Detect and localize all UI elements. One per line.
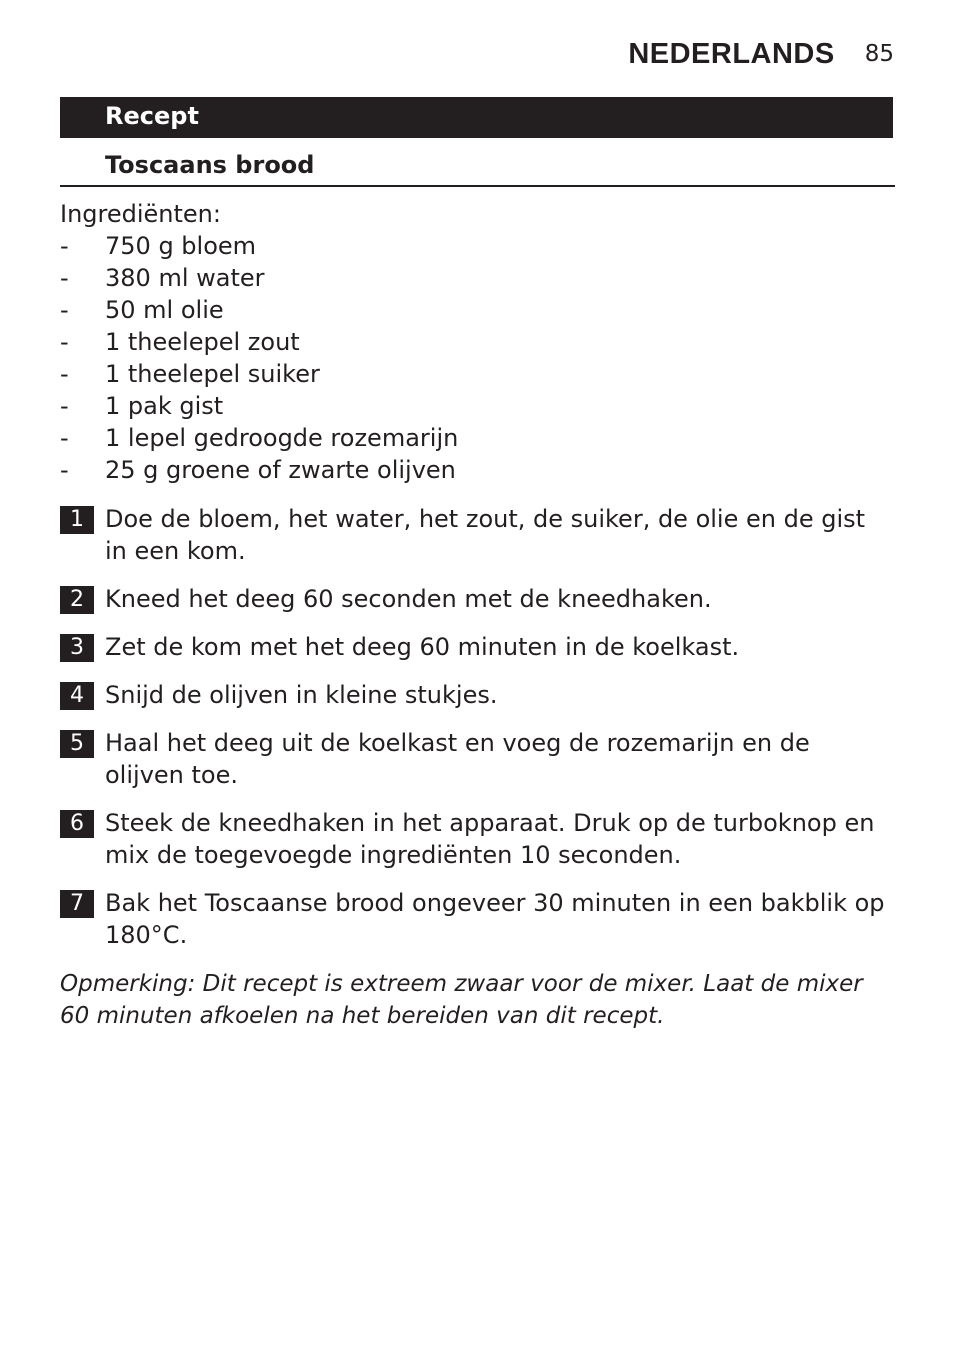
- list-dash: -: [60, 264, 69, 292]
- step-text: Zet de kom met het deeg 60 minuten in de koelkast.: [105, 633, 740, 661]
- step-item: [60, 503, 894, 567]
- step-text: Bak het Toscaanse brood ongeveer 30 minuten in een bakblik op 180°C.: [105, 889, 885, 949]
- step-text: Haal het deeg uit de koelkast en voeg de rozemarijn en de olijven toe.: [105, 729, 810, 789]
- step-item: [60, 807, 894, 871]
- list-item: [60, 262, 894, 294]
- recipe-title: Toscaans brood: [105, 151, 315, 179]
- list-dash: -: [60, 424, 69, 452]
- list-item: [60, 326, 894, 358]
- ingredient-text: 1 lepel gedroogde rozemarijn: [105, 424, 459, 452]
- step-item: [60, 631, 894, 663]
- step-number-badge: 7: [60, 890, 94, 918]
- step-number-badge: 3: [60, 634, 94, 662]
- step-number-badge: 5: [60, 730, 94, 758]
- step-text: Kneed het deeg 60 seconden met de kneedhaken.: [105, 585, 712, 613]
- steps-list: [60, 503, 894, 967]
- step-text: Steek de kneedhaken in het apparaat. Druk op de turboknop en mix de toegevoegde ingrediënten 10 seconden.: [105, 809, 875, 869]
- section-title: Recept: [105, 102, 199, 130]
- ingredient-text: 25 g groene of zwarte olijven: [105, 456, 456, 484]
- step-item: [60, 887, 894, 951]
- list-item: [60, 390, 894, 422]
- list-item: [60, 422, 894, 454]
- recipe-title-bar: [60, 148, 895, 187]
- step-number-badge: 1: [60, 506, 94, 534]
- recipe-note: Opmerking: Dit recept is extreem zwaar voor de mixer. Laat de mixer 60 minuten afkoelen na het bereiden van dit recept.: [60, 971, 863, 1029]
- list-dash: -: [60, 232, 69, 260]
- list-item: [60, 230, 894, 262]
- ingredient-text: 1 theelepel suiker: [105, 360, 320, 388]
- ingredients-heading: Ingrediënten:: [60, 200, 221, 228]
- ingredient-text: 380 ml water: [105, 264, 265, 292]
- ingredient-text: 750 g bloem: [105, 232, 257, 260]
- list-dash: -: [60, 456, 69, 484]
- step-number-badge: 2: [60, 586, 94, 614]
- list-dash: -: [60, 328, 69, 356]
- list-dash: -: [60, 296, 69, 324]
- list-dash: -: [60, 360, 69, 388]
- section-bar: [60, 97, 893, 138]
- step-number-badge: 6: [60, 810, 94, 838]
- ingredient-text: 50 ml olie: [105, 296, 224, 324]
- step-text: Doe de bloem, het water, het zout, de suiker, de olie en de gist in een kom.: [105, 505, 866, 565]
- language-title: NEDERLANDS: [628, 37, 835, 70]
- step-text: Snijd de olijven in kleine stukjes.: [105, 681, 498, 709]
- page-number: 85: [864, 41, 894, 67]
- list-item: [60, 294, 894, 326]
- list-item: [60, 454, 894, 486]
- ingredient-text: 1 pak gist: [105, 392, 224, 420]
- page-header: [628, 34, 894, 74]
- step-item: [60, 727, 894, 791]
- ingredient-text: 1 theelepel zout: [105, 328, 300, 356]
- step-number-badge: 4: [60, 682, 94, 710]
- list-item: [60, 358, 894, 390]
- list-dash: -: [60, 392, 69, 420]
- step-item: [60, 679, 894, 711]
- step-item: [60, 583, 894, 615]
- ingredients-list: [60, 198, 894, 486]
